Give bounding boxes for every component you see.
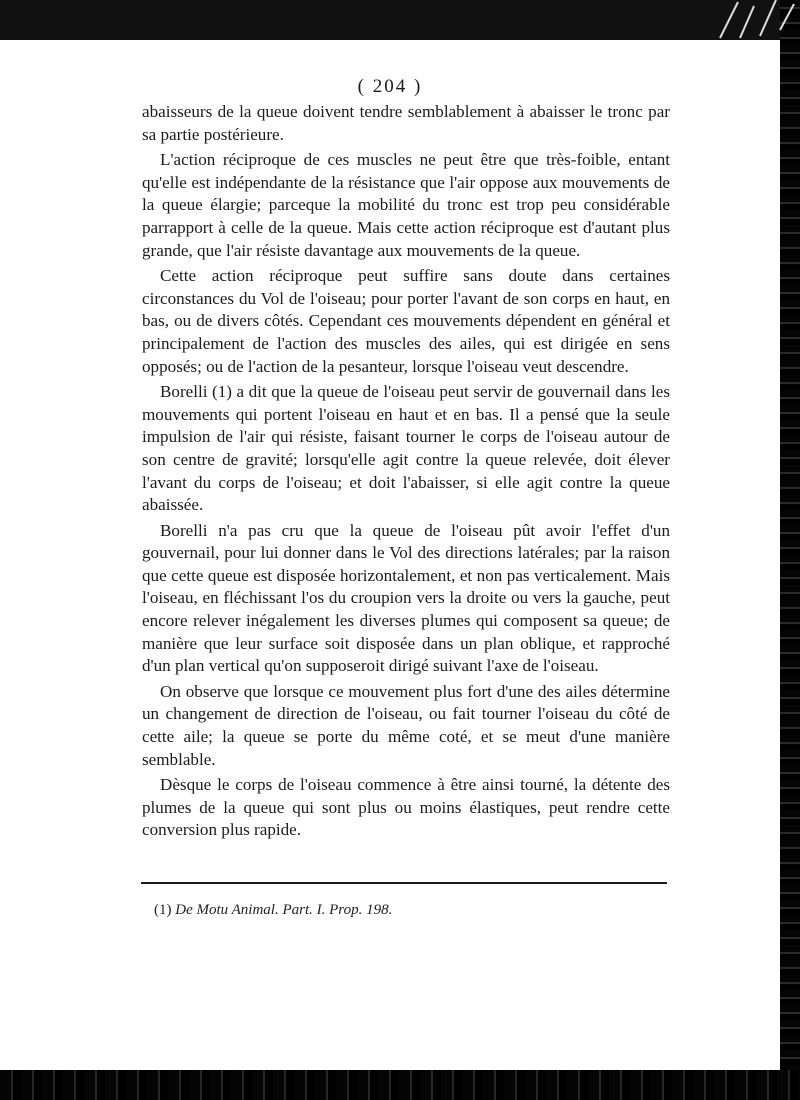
scan-top-edge [0, 0, 800, 40]
footnote-text: De Motu Animal. Part. I. Prop. 198. [175, 902, 393, 918]
page-number: ( 204 ) [357, 76, 423, 97]
paragraph: Borelli (1) a dit que la queue de l'oiseau peut servir de gouvernail dans les mouvements qui portent l'oiseau en haut et en bas. Il a pensé que la seule impulsion de l'air qui résiste, faisant tourner le corps de l'oiseau autour de son centre de gravité; lorsqu'elle agit contre la queue relevée, doit élever l'avant du corps de l'oiseau; et doit l'abaisser, si elle agit contre la queue abaissée. [142, 382, 670, 515]
footnote [154, 902, 392, 919]
paragraph: On observe que lorsque ce mouvement plus fort d'une des ailes détermine un changement de direction de l'oiseau, ou fait tourner l'oiseau du côté de cette aile; la queue se porte du même coté, et se meut d'une manière semblable. [142, 681, 670, 769]
paragraph: Dèsque le corps de l'oiseau commence à être ainsi tourné, la détente des plumes de la queue qui sont plus ou moins élastiques, peut rendre cette conversion plus rapide. [142, 775, 670, 840]
scan-bottom-edge [0, 1070, 800, 1100]
scan-artifact [710, 0, 800, 40]
footnote-divider [141, 882, 667, 884]
paragraph: L'action réciproque de ces muscles ne peut être que très-foible, entant qu'elle est indépendante de la résistance que l'air oppose aux mouvements de la queue élargie; parceque la mobilité du tronc est trop peu considérable parrapport à celle de la queue. Mais cette action réciproque est d'autant plus grande, que l'air résiste davantage aux mouvements de la queue. [142, 150, 670, 260]
paragraph: abaisseurs de la queue doivent tendre semblablement à abaisser le tronc par sa partie postérieure. [142, 102, 670, 144]
paragraph: Borelli n'a pas cru que la queue de l'oiseau pût avoir l'effet d'un gouvernail, pour lui donner dans le Vol des directions latérales; par la raison que cette queue est disposée horizontalement, et non pas verticalement. Mais l'oiseau, en fléchissant l'os du croupion vers la droite ou vers la gauche, peut encore relever inégalement les diverses plumes qui composent sa queue; de manière que leur surface soit disposée dans un plan oblique, et rapproché d'un plan vertical qu'on supposeroit dirigé suivant l'axe de l'oiseau. [142, 520, 670, 676]
body-text [142, 101, 670, 842]
scan-right-edge [780, 0, 800, 1100]
paragraph: Cette action réciproque peut suffire sans doute dans certaines circonstances du Vol de l'oiseau; pour porter l'avant de son corps en haut, en bas, ou de divers côtés. Cependant ces mouvements dépendent en général et principalement de l'action des muscles des ailes, qui est dirigée en sens opposés; ou de l'action de la pesanteur, lorsque l'oiseau veut descendre. [142, 266, 670, 376]
footnote-marker: (1) [154, 902, 172, 918]
